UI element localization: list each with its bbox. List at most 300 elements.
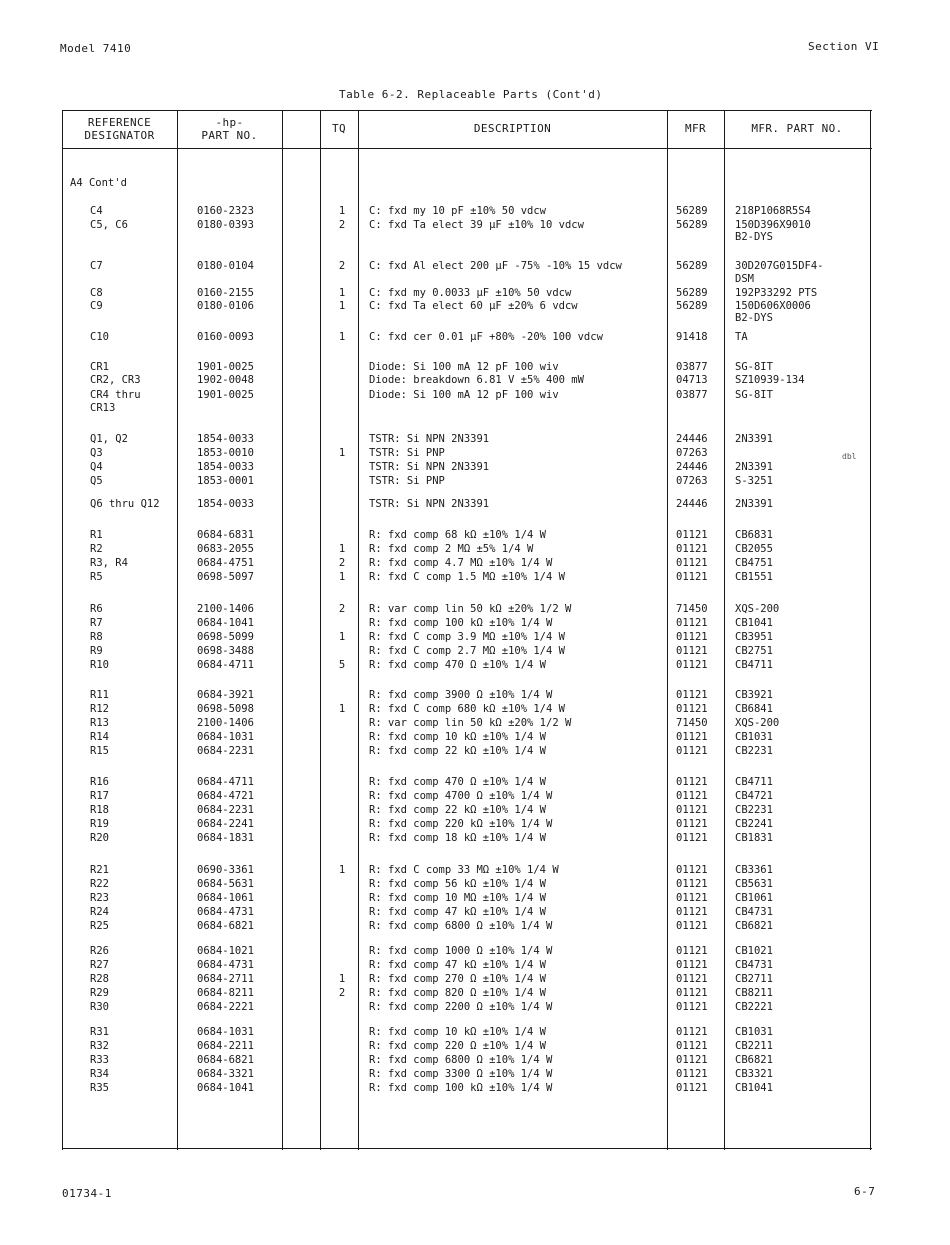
cell-mfr: 01121 — [676, 557, 708, 569]
cell-ref: Q1, Q2 — [90, 433, 128, 445]
col-header-mfr: MFR — [684, 122, 707, 135]
table-row — [62, 644, 872, 658]
cell-desc: TSTR: Si NPN 2N3391 — [369, 461, 490, 473]
cell-part: 0684-6831 — [197, 529, 254, 541]
cell-part: 0698-5098 — [197, 703, 254, 715]
cell-ref: R35 — [90, 1082, 109, 1094]
cell-mfr: 01121 — [676, 920, 708, 932]
cell-part: 1902-0048 — [197, 374, 254, 386]
cell-ref: C7 — [90, 260, 103, 272]
cell-part: 0684-1041 — [197, 617, 254, 629]
table-row — [62, 259, 872, 273]
cell-mfr: 01121 — [676, 790, 708, 802]
cell-mpn: CB2055 — [735, 543, 773, 555]
cell-ref: R30 — [90, 1001, 109, 1013]
cell-desc: R: fxd comp 6800 Ω ±10% 1/4 W — [369, 920, 553, 932]
cell-desc: R: fxd comp 18 kΩ ±10% 1/4 W — [369, 832, 547, 844]
cell-desc: R: fxd comp 820 Ω ±10% 1/4 W — [369, 987, 547, 999]
cell-mpn: SZ10939-134 — [735, 374, 805, 386]
cell-desc: R: fxd C comp 3.9 MΩ ±10% 1/4 W — [369, 631, 565, 643]
cell-part: 2100-1406 — [197, 603, 254, 615]
cell-desc: R: fxd C comp 1.5 MΩ ±10% 1/4 W — [369, 571, 565, 583]
cell-part: 0684-4711 — [197, 659, 254, 671]
cell-mfr: 01121 — [676, 529, 708, 541]
cell-mfr: 01121 — [676, 818, 708, 830]
cell-ref: R25 — [90, 920, 109, 932]
cell-mfr: 01121 — [676, 689, 708, 701]
table-row — [62, 1081, 872, 1095]
table-row — [62, 460, 872, 474]
cell-mpn: CB1031 — [735, 731, 773, 743]
cell-desc: R: fxd comp 22 kΩ ±10% 1/4 W — [369, 804, 547, 816]
table-row — [62, 497, 872, 511]
cell-mpn: CB1041 — [735, 617, 773, 629]
cell-mfr: 01121 — [676, 703, 708, 715]
table-row — [62, 616, 872, 630]
cell-mpn: 192P33292 PTS — [735, 287, 818, 299]
cell-ref: R8 — [90, 631, 103, 643]
cell-mpn: DSM — [735, 273, 754, 285]
cell-mpn: CB1041 — [735, 1082, 773, 1094]
cell-part: 1853-0001 — [197, 475, 254, 487]
cell-mpn: CB8211 — [735, 987, 773, 999]
cell-mpn: XQS-200 — [735, 603, 780, 615]
table-row — [62, 1000, 872, 1014]
cell-part: 0684-2231 — [197, 745, 254, 757]
page-number: 6-7 — [854, 1185, 876, 1198]
section-label: Section VI — [808, 40, 880, 53]
cell-mfr: 71450 — [676, 603, 708, 615]
cell-mpn: 30D207G015DF4- — [735, 260, 824, 272]
cell-desc: C: fxd my 10 pF ±10% 50 vdcw — [369, 205, 547, 217]
cell-part: 0684-1031 — [197, 731, 254, 743]
cell-ref: R33 — [90, 1054, 109, 1066]
cell-ref: R22 — [90, 878, 109, 890]
cell-part: 0160-0093 — [197, 331, 254, 343]
cell-ref: R17 — [90, 790, 109, 802]
cell-mpn: 218P1068R5S4 — [735, 205, 811, 217]
table-row — [62, 528, 872, 542]
cell-mpn: CB1831 — [735, 832, 773, 844]
cell-mfr: 01121 — [676, 973, 708, 985]
cell-ref: Q3 — [90, 447, 103, 459]
col-header-mpn: MFR. PART NO. — [751, 122, 843, 135]
cell-part: 0180-0106 — [197, 300, 254, 312]
cell-mpn: B2-DYS — [735, 312, 773, 324]
cell-mpn: 2N3391 — [735, 498, 773, 510]
cell-ref: R1 — [90, 529, 103, 541]
margin-note: dbl — [842, 452, 857, 461]
cell-desc: R: fxd comp 220 kΩ ±10% 1/4 W — [369, 818, 553, 830]
cell-desc: R: fxd comp 2 MΩ ±5% 1/4 W — [369, 543, 534, 555]
cell-part: 0180-0104 — [197, 260, 254, 272]
col-header-ref-line1: REFERENCE — [87, 116, 152, 129]
cell-desc: C: fxd my 0.0033 µF ±10% 50 vdcw — [369, 287, 572, 299]
table-row — [62, 891, 872, 905]
cell-desc: R: fxd comp 10 MΩ ±10% 1/4 W — [369, 892, 547, 904]
cell-mfr: 01121 — [676, 1082, 708, 1094]
cell-tq: 1 — [338, 331, 346, 343]
cell-mfr: 01121 — [676, 987, 708, 999]
cell-part: 0684-3321 — [197, 1068, 254, 1080]
cell-mpn: CB2231 — [735, 804, 773, 816]
cell-mpn: XQS-200 — [735, 717, 780, 729]
cell-part: 0684-4721 — [197, 790, 254, 802]
cell-mpn: CB6821 — [735, 1054, 773, 1066]
cell-ref: CR4 thru — [90, 389, 141, 401]
cell-desc: R: fxd comp 470 Ω ±10% 1/4 W — [369, 659, 547, 671]
cell-mpn: 2N3391 — [735, 461, 773, 473]
table-row — [62, 958, 872, 972]
cell-tq: 1 — [338, 631, 346, 643]
cell-part: 0684-1031 — [197, 1026, 254, 1038]
cell-part: 0684-2211 — [197, 1040, 254, 1052]
table-row — [62, 716, 872, 730]
cell-part: 0684-4731 — [197, 959, 254, 971]
cell-mpn: CB2711 — [735, 973, 773, 985]
cell-ref: R18 — [90, 804, 109, 816]
cell-ref: C8 — [90, 287, 103, 299]
cell-ref: R11 — [90, 689, 109, 701]
cell-ref: R26 — [90, 945, 109, 957]
cell-ref: R3, R4 — [90, 557, 128, 569]
table-row — [62, 230, 872, 244]
table-row — [62, 1039, 872, 1053]
cell-part: 0698-3488 — [197, 645, 254, 657]
cell-ref: R20 — [90, 832, 109, 844]
cell-mpn: CB3321 — [735, 1068, 773, 1080]
cell-ref: R32 — [90, 1040, 109, 1052]
cell-desc: Diode: Si 100 mA 12 pF 100 wiv — [369, 389, 559, 401]
cell-ref: R13 — [90, 717, 109, 729]
table-row — [62, 730, 872, 744]
cell-mfr: 71450 — [676, 717, 708, 729]
cell-ref: R12 — [90, 703, 109, 715]
cell-mfr: 01121 — [676, 659, 708, 671]
cell-desc: R: fxd comp 100 kΩ ±10% 1/4 W — [369, 617, 553, 629]
cell-ref: R14 — [90, 731, 109, 743]
col-header-hp-line2: PART NO. — [201, 129, 258, 142]
col-header-ref-line2: DESIGNATOR — [84, 129, 155, 142]
cell-desc: C: fxd Al elect 200 µF -75% -10% 15 vdcw — [369, 260, 622, 272]
cell-desc: TSTR: Si NPN 2N3391 — [369, 433, 490, 445]
cell-mfr: 01121 — [676, 571, 708, 583]
cell-part: 0684-2241 — [197, 818, 254, 830]
cell-mpn: CB1021 — [735, 945, 773, 957]
cell-mpn: CB2231 — [735, 745, 773, 757]
cell-desc: R: fxd C comp 2.7 MΩ ±10% 1/4 W — [369, 645, 565, 657]
col-header-ref — [62, 116, 177, 142]
cell-part: 1854-0033 — [197, 461, 254, 473]
cell-ref: C4 — [90, 205, 103, 217]
table-row — [62, 702, 872, 716]
cell-mfr: 24446 — [676, 498, 708, 510]
header-divider — [62, 148, 872, 149]
cell-mpn: SG-8IT — [735, 389, 773, 401]
table-row — [62, 373, 872, 387]
cell-ref: R28 — [90, 973, 109, 985]
cell-part: 2100-1406 — [197, 717, 254, 729]
cell-ref: C5, C6 — [90, 219, 128, 231]
cell-desc: TSTR: Si PNP — [369, 447, 445, 459]
table-row — [62, 789, 872, 803]
cell-mpn: 2N3391 — [735, 433, 773, 445]
cell-ref: R10 — [90, 659, 109, 671]
table-border-top — [62, 110, 872, 111]
cell-mfr: 01121 — [676, 776, 708, 788]
table-title: Table 6-2. Replaceable Parts (Cont'd) — [339, 88, 603, 101]
cell-mfr: 04713 — [676, 374, 708, 386]
table-row — [62, 905, 872, 919]
table-row — [62, 986, 872, 1000]
cell-mpn: CB3921 — [735, 689, 773, 701]
cell-mpn: 150D606X0006 — [735, 300, 811, 312]
cell-mfr: 03877 — [676, 389, 708, 401]
col-header-desc: DESCRIPTION — [473, 122, 552, 135]
cell-part: 0684-3921 — [197, 689, 254, 701]
cell-part: 0684-1041 — [197, 1082, 254, 1094]
cell-tq: 2 — [338, 557, 346, 569]
cell-tq: 1 — [338, 571, 346, 583]
cell-ref: R19 — [90, 818, 109, 830]
cell-part: 0684-1021 — [197, 945, 254, 957]
cell-ref: CR2, CR3 — [90, 374, 141, 386]
cell-tq: 5 — [338, 659, 346, 671]
table-border-bottom — [62, 1148, 872, 1149]
cell-part: 1901-0025 — [197, 361, 254, 373]
cell-part: 0684-1061 — [197, 892, 254, 904]
cell-desc: R: fxd comp 47 kΩ ±10% 1/4 W — [369, 906, 547, 918]
cell-mpn: CB4751 — [735, 557, 773, 569]
cell-desc: R: fxd comp 3900 Ω ±10% 1/4 W — [369, 689, 553, 701]
cell-tq: 2 — [338, 260, 346, 272]
cell-tq: 1 — [338, 300, 346, 312]
table-row — [62, 432, 872, 446]
cell-mpn: CB3361 — [735, 864, 773, 876]
cell-mfr: 01121 — [676, 631, 708, 643]
table-row — [62, 446, 872, 460]
table-row — [62, 658, 872, 672]
cell-mfr: 24446 — [676, 433, 708, 445]
cell-ref: C9 — [90, 300, 103, 312]
cell-desc: R: var comp lin 50 kΩ ±20% 1/2 W — [369, 603, 572, 615]
cell-desc: R: fxd comp 4700 Ω ±10% 1/4 W — [369, 790, 553, 802]
cell-tq: 1 — [338, 973, 346, 985]
col-header-hp — [177, 116, 282, 142]
table-row — [62, 272, 872, 286]
cell-mfr: 01121 — [676, 1001, 708, 1013]
cell-desc: R: fxd comp 6800 Ω ±10% 1/4 W — [369, 1054, 553, 1066]
cell-mfr: 01121 — [676, 731, 708, 743]
cell-mpn: 150D396X9010 — [735, 219, 811, 231]
cell-desc: R: fxd comp 47 kΩ ±10% 1/4 W — [369, 959, 547, 971]
cell-desc: R: fxd comp 270 Ω ±10% 1/4 W — [369, 973, 547, 985]
cell-part: 0684-6821 — [197, 1054, 254, 1066]
cell-tq: 2 — [338, 603, 346, 615]
cell-mpn: CB4731 — [735, 906, 773, 918]
cell-mpn: CB4711 — [735, 776, 773, 788]
cell-mfr: 01121 — [676, 878, 708, 890]
cell-desc: R: fxd C comp 680 kΩ ±10% 1/4 W — [369, 703, 565, 715]
cell-part: 0684-1831 — [197, 832, 254, 844]
cell-desc: R: fxd comp 22 kΩ ±10% 1/4 W — [369, 745, 547, 757]
cell-mfr: 01121 — [676, 1068, 708, 1080]
group-label: A4 Cont'd — [70, 177, 127, 189]
cell-tq: 1 — [338, 287, 346, 299]
cell-desc: TSTR: Si PNP — [369, 475, 445, 487]
table-row — [62, 775, 872, 789]
cell-mpn: CB6821 — [735, 920, 773, 932]
cell-mpn: CB4711 — [735, 659, 773, 671]
table-row — [62, 388, 872, 402]
cell-part: 0180-0393 — [197, 219, 254, 231]
parts-table — [62, 110, 872, 1150]
cell-tq: 1 — [338, 864, 346, 876]
model-label: Model 7410 — [60, 42, 132, 55]
cell-tq: 1 — [338, 703, 346, 715]
table-row — [62, 744, 872, 758]
cell-mpn: S-3251 — [735, 475, 773, 487]
cell-mpn: CB2221 — [735, 1001, 773, 1013]
cell-mfr: 56289 — [676, 219, 708, 231]
cell-desc: R: fxd comp 10 kΩ ±10% 1/4 W — [369, 731, 547, 743]
table-row — [62, 944, 872, 958]
table-row — [62, 311, 872, 325]
table-row — [62, 817, 872, 831]
cell-part: 0690-3361 — [197, 864, 254, 876]
table-row — [62, 803, 872, 817]
cell-mfr: 56289 — [676, 287, 708, 299]
table-row — [62, 542, 872, 556]
cell-ref: CR13 — [90, 402, 116, 414]
cell-desc: C: fxd Ta elect 39 µF ±10% 10 vdcw — [369, 219, 584, 231]
cell-part: 0683-2055 — [197, 543, 254, 555]
table-row — [62, 919, 872, 933]
cell-mfr: 91418 — [676, 331, 708, 343]
cell-mfr: 01121 — [676, 959, 708, 971]
cell-ref: CR1 — [90, 361, 109, 373]
table-row — [62, 360, 872, 374]
cell-mpn: CB2751 — [735, 645, 773, 657]
cell-part: 0684-6821 — [197, 920, 254, 932]
table-row — [62, 602, 872, 616]
cell-part: 0698-5099 — [197, 631, 254, 643]
cell-mpn: CB6841 — [735, 703, 773, 715]
cell-part: 0160-2323 — [197, 205, 254, 217]
table-row — [62, 1067, 872, 1081]
cell-desc: R: fxd comp 3300 Ω ±10% 1/4 W — [369, 1068, 553, 1080]
cell-desc: C: fxd Ta elect 60 µF ±20% 6 vdcw — [369, 300, 578, 312]
cell-ref: R16 — [90, 776, 109, 788]
cell-desc: R: fxd comp 470 Ω ±10% 1/4 W — [369, 776, 547, 788]
cell-mfr: 56289 — [676, 205, 708, 217]
cell-tq: 2 — [338, 219, 346, 231]
cell-desc: R: fxd comp 68 kΩ ±10% 1/4 W — [369, 529, 547, 541]
cell-mfr: 01121 — [676, 745, 708, 757]
cell-ref: R31 — [90, 1026, 109, 1038]
cell-ref: Q4 — [90, 461, 103, 473]
cell-desc: TSTR: Si NPN 2N3391 — [369, 498, 490, 510]
cell-ref: R34 — [90, 1068, 109, 1080]
table-row — [62, 877, 872, 891]
cell-mfr: 56289 — [676, 300, 708, 312]
cell-mfr: 01121 — [676, 617, 708, 629]
table-row — [62, 401, 872, 415]
cell-mfr: 24446 — [676, 461, 708, 473]
table-row — [62, 972, 872, 986]
cell-desc: R: fxd comp 10 kΩ ±10% 1/4 W — [369, 1026, 547, 1038]
cell-part: 0684-2711 — [197, 973, 254, 985]
cell-ref: R9 — [90, 645, 103, 657]
cell-part: 1853-0010 — [197, 447, 254, 459]
cell-ref: R6 — [90, 603, 103, 615]
cell-tq: 1 — [338, 447, 346, 459]
cell-mpn: CB1551 — [735, 571, 773, 583]
cell-tq: 1 — [338, 205, 346, 217]
cell-part: 0684-8211 — [197, 987, 254, 999]
cell-desc: R: fxd comp 1000 Ω ±10% 1/4 W — [369, 945, 553, 957]
doc-number: 01734-1 — [62, 1187, 112, 1200]
cell-desc: C: fxd cer 0.01 µF +80% -20% 100 vdcw — [369, 331, 603, 343]
cell-mfr: 01121 — [676, 832, 708, 844]
cell-mfr: 01121 — [676, 864, 708, 876]
table-row — [62, 556, 872, 570]
cell-part: 1901-0025 — [197, 389, 254, 401]
cell-desc: R: var comp lin 50 kΩ ±20% 1/2 W — [369, 717, 572, 729]
cell-ref: R29 — [90, 987, 109, 999]
cell-desc: R: fxd comp 4.7 MΩ ±10% 1/4 W — [369, 557, 553, 569]
cell-mpn: CB2241 — [735, 818, 773, 830]
table-row — [62, 570, 872, 584]
cell-mpn: CB1061 — [735, 892, 773, 904]
cell-mfr: 07263 — [676, 447, 708, 459]
cell-mfr: 01121 — [676, 906, 708, 918]
cell-mpn: B2-DYS — [735, 231, 773, 243]
cell-mfr: 56289 — [676, 260, 708, 272]
table-row — [62, 330, 872, 344]
cell-desc: Diode: Si 100 mA 12 pF 100 wiv — [369, 361, 559, 373]
cell-mpn: CB3951 — [735, 631, 773, 643]
cell-part: 0684-4711 — [197, 776, 254, 788]
cell-mfr: 01121 — [676, 892, 708, 904]
cell-ref: R2 — [90, 543, 103, 555]
cell-mpn: CB6831 — [735, 529, 773, 541]
cell-ref: R5 — [90, 571, 103, 583]
cell-mpn: CB4721 — [735, 790, 773, 802]
cell-mpn: SG-8IT — [735, 361, 773, 373]
table-row — [62, 688, 872, 702]
cell-part: 0684-2231 — [197, 804, 254, 816]
cell-mfr: 01121 — [676, 945, 708, 957]
cell-desc: R: fxd C comp 33 MΩ ±10% 1/4 W — [369, 864, 559, 876]
cell-ref: Q6 thru Q12 — [90, 498, 160, 510]
cell-mpn: CB5631 — [735, 878, 773, 890]
table-row — [62, 630, 872, 644]
cell-ref: R15 — [90, 745, 109, 757]
cell-part: 0684-5631 — [197, 878, 254, 890]
cell-mfr: 01121 — [676, 1026, 708, 1038]
cell-mfr: 01121 — [676, 1054, 708, 1066]
cell-mpn: TA — [735, 331, 748, 343]
cell-tq: 2 — [338, 987, 346, 999]
cell-tq: 1 — [338, 543, 346, 555]
cell-mfr: 01121 — [676, 1040, 708, 1052]
cell-mfr: 01121 — [676, 645, 708, 657]
cell-mpn: CB2211 — [735, 1040, 773, 1052]
cell-mfr: 03877 — [676, 361, 708, 373]
cell-mfr: 07263 — [676, 475, 708, 487]
cell-desc: R: fxd comp 100 kΩ ±10% 1/4 W — [369, 1082, 553, 1094]
